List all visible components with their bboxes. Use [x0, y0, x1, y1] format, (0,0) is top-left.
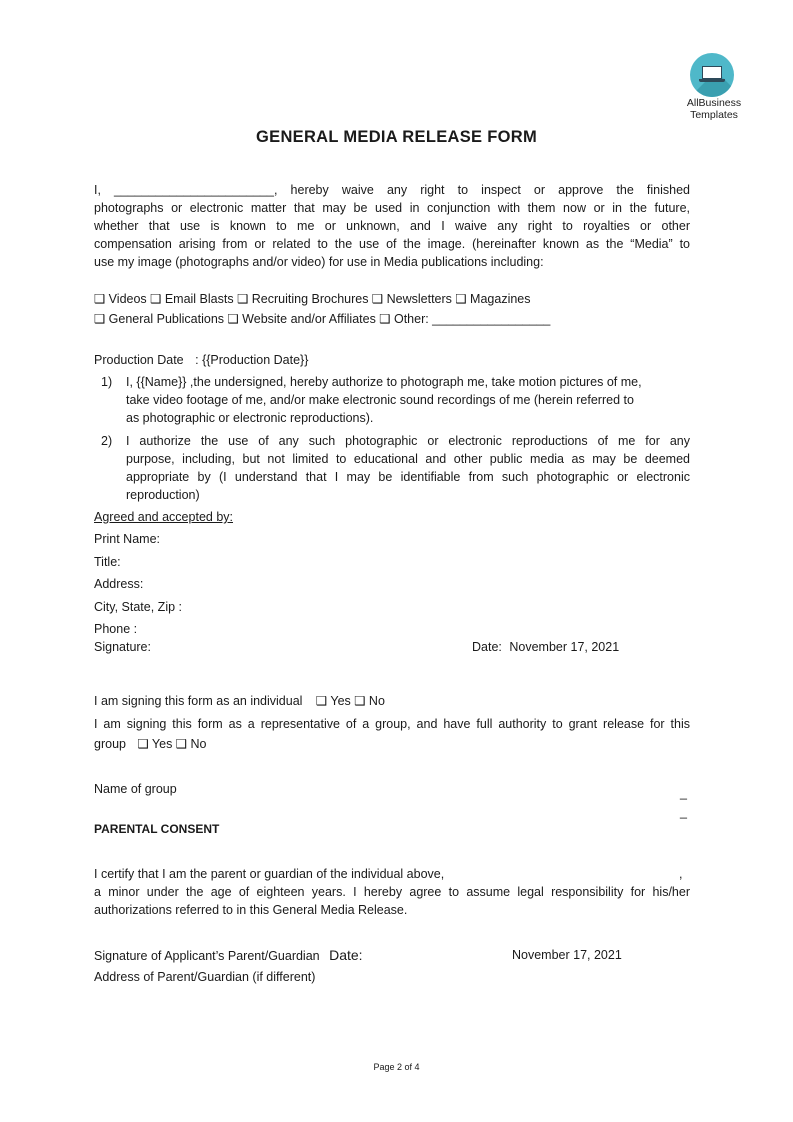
- media-options-row-2: ❑ General Publications ❑ Website and/or Affiliates ❑ Other: _________________: [94, 312, 551, 326]
- clause-2-line-4: reproduction): [126, 488, 200, 502]
- media-options-row-1: ❑ Videos ❑ Email Blasts ❑ Recruiting Brochures ❑ Newsletters ❑ Magazines: [94, 292, 531, 306]
- production-date-value: : {{Production Date}}: [195, 353, 309, 367]
- parent-date-value: November 17, 2021: [512, 948, 622, 962]
- clause-2-line-3: appropriate by (I understand that I may be identifiable from such photographic or electronic: [126, 470, 690, 484]
- production-date: [94, 351, 494, 369]
- group-signing-line-1: I am signing this form as a representative of a group, and have full authority to grant release for this: [94, 717, 690, 731]
- clause-2-number: 2): [101, 434, 113, 448]
- parent-signature: [94, 946, 363, 965]
- intro-line-2: photographs or electronic matter that may be used in conjunction with them now or in the future,: [94, 201, 690, 215]
- brand-name: [670, 97, 758, 121]
- parent-date-label: Date:: [329, 947, 363, 963]
- signature-date-label: Date:: [472, 640, 502, 654]
- group-signing: [94, 715, 690, 753]
- clause-2-line-2: purpose, including, but not limited to educational and other public media as may be deemed: [126, 452, 690, 466]
- title-label: Title:: [94, 555, 121, 569]
- parental-line-2: a minor under the age of eighteen years. I hereby agree to assume legal responsibility for his/her: [94, 885, 690, 899]
- clause-2: [126, 432, 690, 504]
- signature-date: [472, 638, 619, 656]
- intro-line-1: I, _______________________, hereby waive any right to inspect or approve the finished: [94, 183, 690, 197]
- parental-line-3: authorizations referred to in this General Media Release.: [94, 903, 408, 917]
- parental-line-1: I certify that I am the parent or guardian of the individual above,: [94, 867, 445, 881]
- brand-line-2: Templates: [690, 109, 738, 121]
- clause-2-line-1: I authorize the use of any such photographic or electronic reproductions of me for any: [126, 434, 690, 448]
- group-signing-line-2: group: [94, 737, 126, 751]
- page-number: Page 2 of 4: [373, 1062, 420, 1072]
- name-of-group-label: Name of group: [94, 782, 177, 796]
- group-blank-1: _: [680, 786, 687, 800]
- intro-paragraph: [94, 181, 690, 271]
- intro-line-4: compensation arising from or related to the use of the image. (hereinafter known as the “Media” to: [94, 237, 690, 251]
- clause-1-line-2: take video footage of me, and/or make electronic sound recordings of me (herein referred to: [126, 393, 634, 407]
- print-name-label: Print Name:: [94, 532, 160, 546]
- parental-line-1-end: ,: [679, 867, 683, 881]
- phone-label: Phone :: [94, 622, 138, 636]
- clause-1-line-3: as photographic or electronic reproductions).: [126, 411, 374, 425]
- media-options: [94, 290, 694, 328]
- intro-line-5: use my image (photographs and/or video) for use in Media publications including:: [94, 255, 544, 269]
- group-yes-no-options: ❑ Yes ❑ No: [137, 737, 207, 751]
- allbusiness-logo: [690, 53, 734, 97]
- intro-line-3: whether that use is known to me or unknown, and I waive any right to royalties or other: [94, 219, 690, 233]
- city-state-zip-label: City, State, Zip :: [94, 600, 182, 614]
- group-blank-2: _: [680, 805, 687, 819]
- laptop-base: [699, 79, 725, 82]
- brand-line-1: AllBusiness: [686, 97, 742, 109]
- individual-yes-no-options: ❑ Yes ❑ No: [315, 694, 385, 708]
- parental-consent-text: [94, 865, 690, 919]
- individual-signing: [94, 692, 385, 710]
- signature-date-value: November 17, 2021: [509, 640, 620, 654]
- clause-1-line-1: I, {{Name}} ,the undersigned, hereby authorize to photograph me, take motion pictures of me,: [126, 375, 642, 389]
- laptop-icon: [702, 66, 722, 79]
- clause-1-number: 1): [101, 375, 113, 389]
- parent-address-label: Address of Parent/Guardian (if different): [94, 970, 316, 984]
- agreed-heading: Agreed and accepted by:: [94, 510, 233, 524]
- page-title: GENERAL MEDIA RELEASE FORM: [256, 128, 537, 146]
- clause-1: [126, 373, 690, 427]
- signature-label: Signature:: [94, 640, 151, 654]
- production-date-label: Production Date: [94, 353, 184, 367]
- parent-signature-label: Signature of Applicant’s Parent/Guardian: [94, 949, 320, 963]
- individual-signing-text: I am signing this form as an individual: [94, 694, 303, 708]
- address-label: Address:: [94, 577, 144, 591]
- parental-consent-heading: PARENTAL CONSENT: [94, 822, 220, 836]
